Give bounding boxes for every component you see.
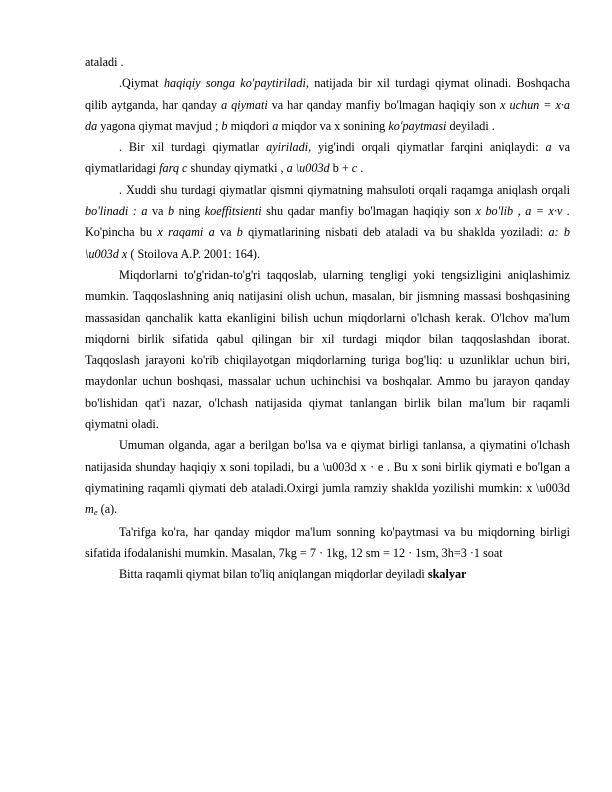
text: va [214,225,237,240]
subscript: e [93,507,98,518]
text: yagona qiymat mavjud ; [97,118,222,133]
text: Ko'pincha bu [85,225,158,240]
paragraph-6 [85,522,570,565]
italic-text: a [272,118,279,133]
text: va har qanday manfiy bo'lmagan haqiqiy son [267,97,501,112]
text: Ta'rifga ko'ra, har qanday miqdor ma'lum sonning ko'paytmasi va bu miqdorning birligi sifatida ifodalanishi mumkin. Masalan, 7kg = 7 · 1kg, 12 sm = 12 · 1sm, 3h=3 ·1 soat [85,524,570,560]
text: va qiymatlaridagi [85,140,570,176]
italic-text: ayiriladi, [266,140,312,155]
italic-text: a \u003d [286,161,330,176]
italic-text: x raqami a [157,225,215,240]
text: ning [174,204,205,219]
paragraph-2 [85,137,570,180]
bold-text: skalyar [427,567,467,582]
text: shunday qiymatki , [187,161,287,176]
document-page [85,52,570,585]
paragraph-7 [85,564,570,585]
paragraph-0 [85,52,570,73]
italic-text: c [351,161,358,176]
text: ataladi . [85,55,124,69]
text: va [147,204,168,219]
italic-text: b [236,225,243,240]
italic-text: b [221,118,228,133]
italic-text: ko'paytmasi [388,118,447,133]
text: qiymatlarining nisbati deb ataladi va bu shaklda yoziladi: [242,225,549,240]
text: Miqdorlarni to'g'ridan-to'g'ri taqqoslab, ularning tengligi yoki tengsizligini aniqlashimiz mumkin. Taqqoslashning aniq natijasini olish uchun, masalan, bir jismning massasi boshqasining massasidan qanchalik katta ekanligini bilish uchun miqdorlarni o'lchash kerak. O'lchov ma'lum miqdorni birlik sifatida qabul qilingan bir xil turdagi miqdor bilan taqqoslashdan iborat. Taqqoslash jarayoni ko'rib chiqilayotgan miqdorlarning turiga bog'liq: u uzunliklar uchun biri, maydonlar uchun boshqasi, massalar uchun uchinchisi va boshqalar. Ammo bu jarayon qanday bo'lishidan qat'i nazar, o'lchash natijasida qiymat tanlangan birlik bilan ma'lum bir raqamli qiymatni oladi. [85,267,570,432]
text: . [357,161,364,176]
italic-text: m [85,502,94,517]
text: Bitta raqamli qiymat bilan to'liq aniqlangan miqdorlar deyiladi [119,567,428,582]
italic-text: a qiymati [221,97,268,112]
paragraph-4 [85,265,570,435]
italic-text: b [167,204,175,219]
text: natijada bir xil turdagi qiymat olinadi. Boshqacha qilib aytganda, har qanday [85,76,570,112]
italic-text: farq c [159,161,188,176]
text: . Bir xil turdagi qiymatlar [119,140,267,155]
italic-text: haqiqiy songa ko'paytiriladi, [163,76,309,91]
text: yig'indi orqali qiymatlar farqini aniqlaydi: [311,140,546,155]
italic-text: x bo'lib , a = x·v . [475,204,570,219]
paragraph-5 [85,435,570,521]
text: miqdor va x sonining [278,118,389,133]
text: .Qiymat [119,76,164,91]
italic-text: bo'linadi : a [85,204,148,219]
italic-text: koeffitsienti [204,204,262,219]
paragraph-1 [85,73,570,137]
text: (a). [97,502,118,517]
text: Umuman olganda, agar a berilgan bo'lsa va e qiymat birligi tanlansa, a qiymatini o'lchash natijasida shunday haqiqiy x soni topiladi, bu a \u003d x · e . Bu x soni birlik qiymati e bo'lgan a qiymatining raqamli qiymati deb ataladi.Oxirgi jumla ramziy shaklda yozilishi mumkin: x \u003d [85,438,570,495]
paragraph-3 [85,180,570,265]
italic-text: a: b \u003d x [85,225,570,261]
text: miqdori [227,118,273,133]
text: deyiladi . [446,118,495,133]
text: shu qadar manfiy bo'lmagan haqiqiy son [261,204,476,219]
text: ( Stoilova A.P. 2001: 164). [127,246,261,261]
italic-text: a [545,140,552,155]
text: b + [329,161,352,176]
text: . Xuddi shu turdagi qiymatlar qismni qiymatning mahsuloti orqali raqamga aniqlash orqali [119,182,570,197]
italic-text: x uchun = x·a da [85,97,571,133]
